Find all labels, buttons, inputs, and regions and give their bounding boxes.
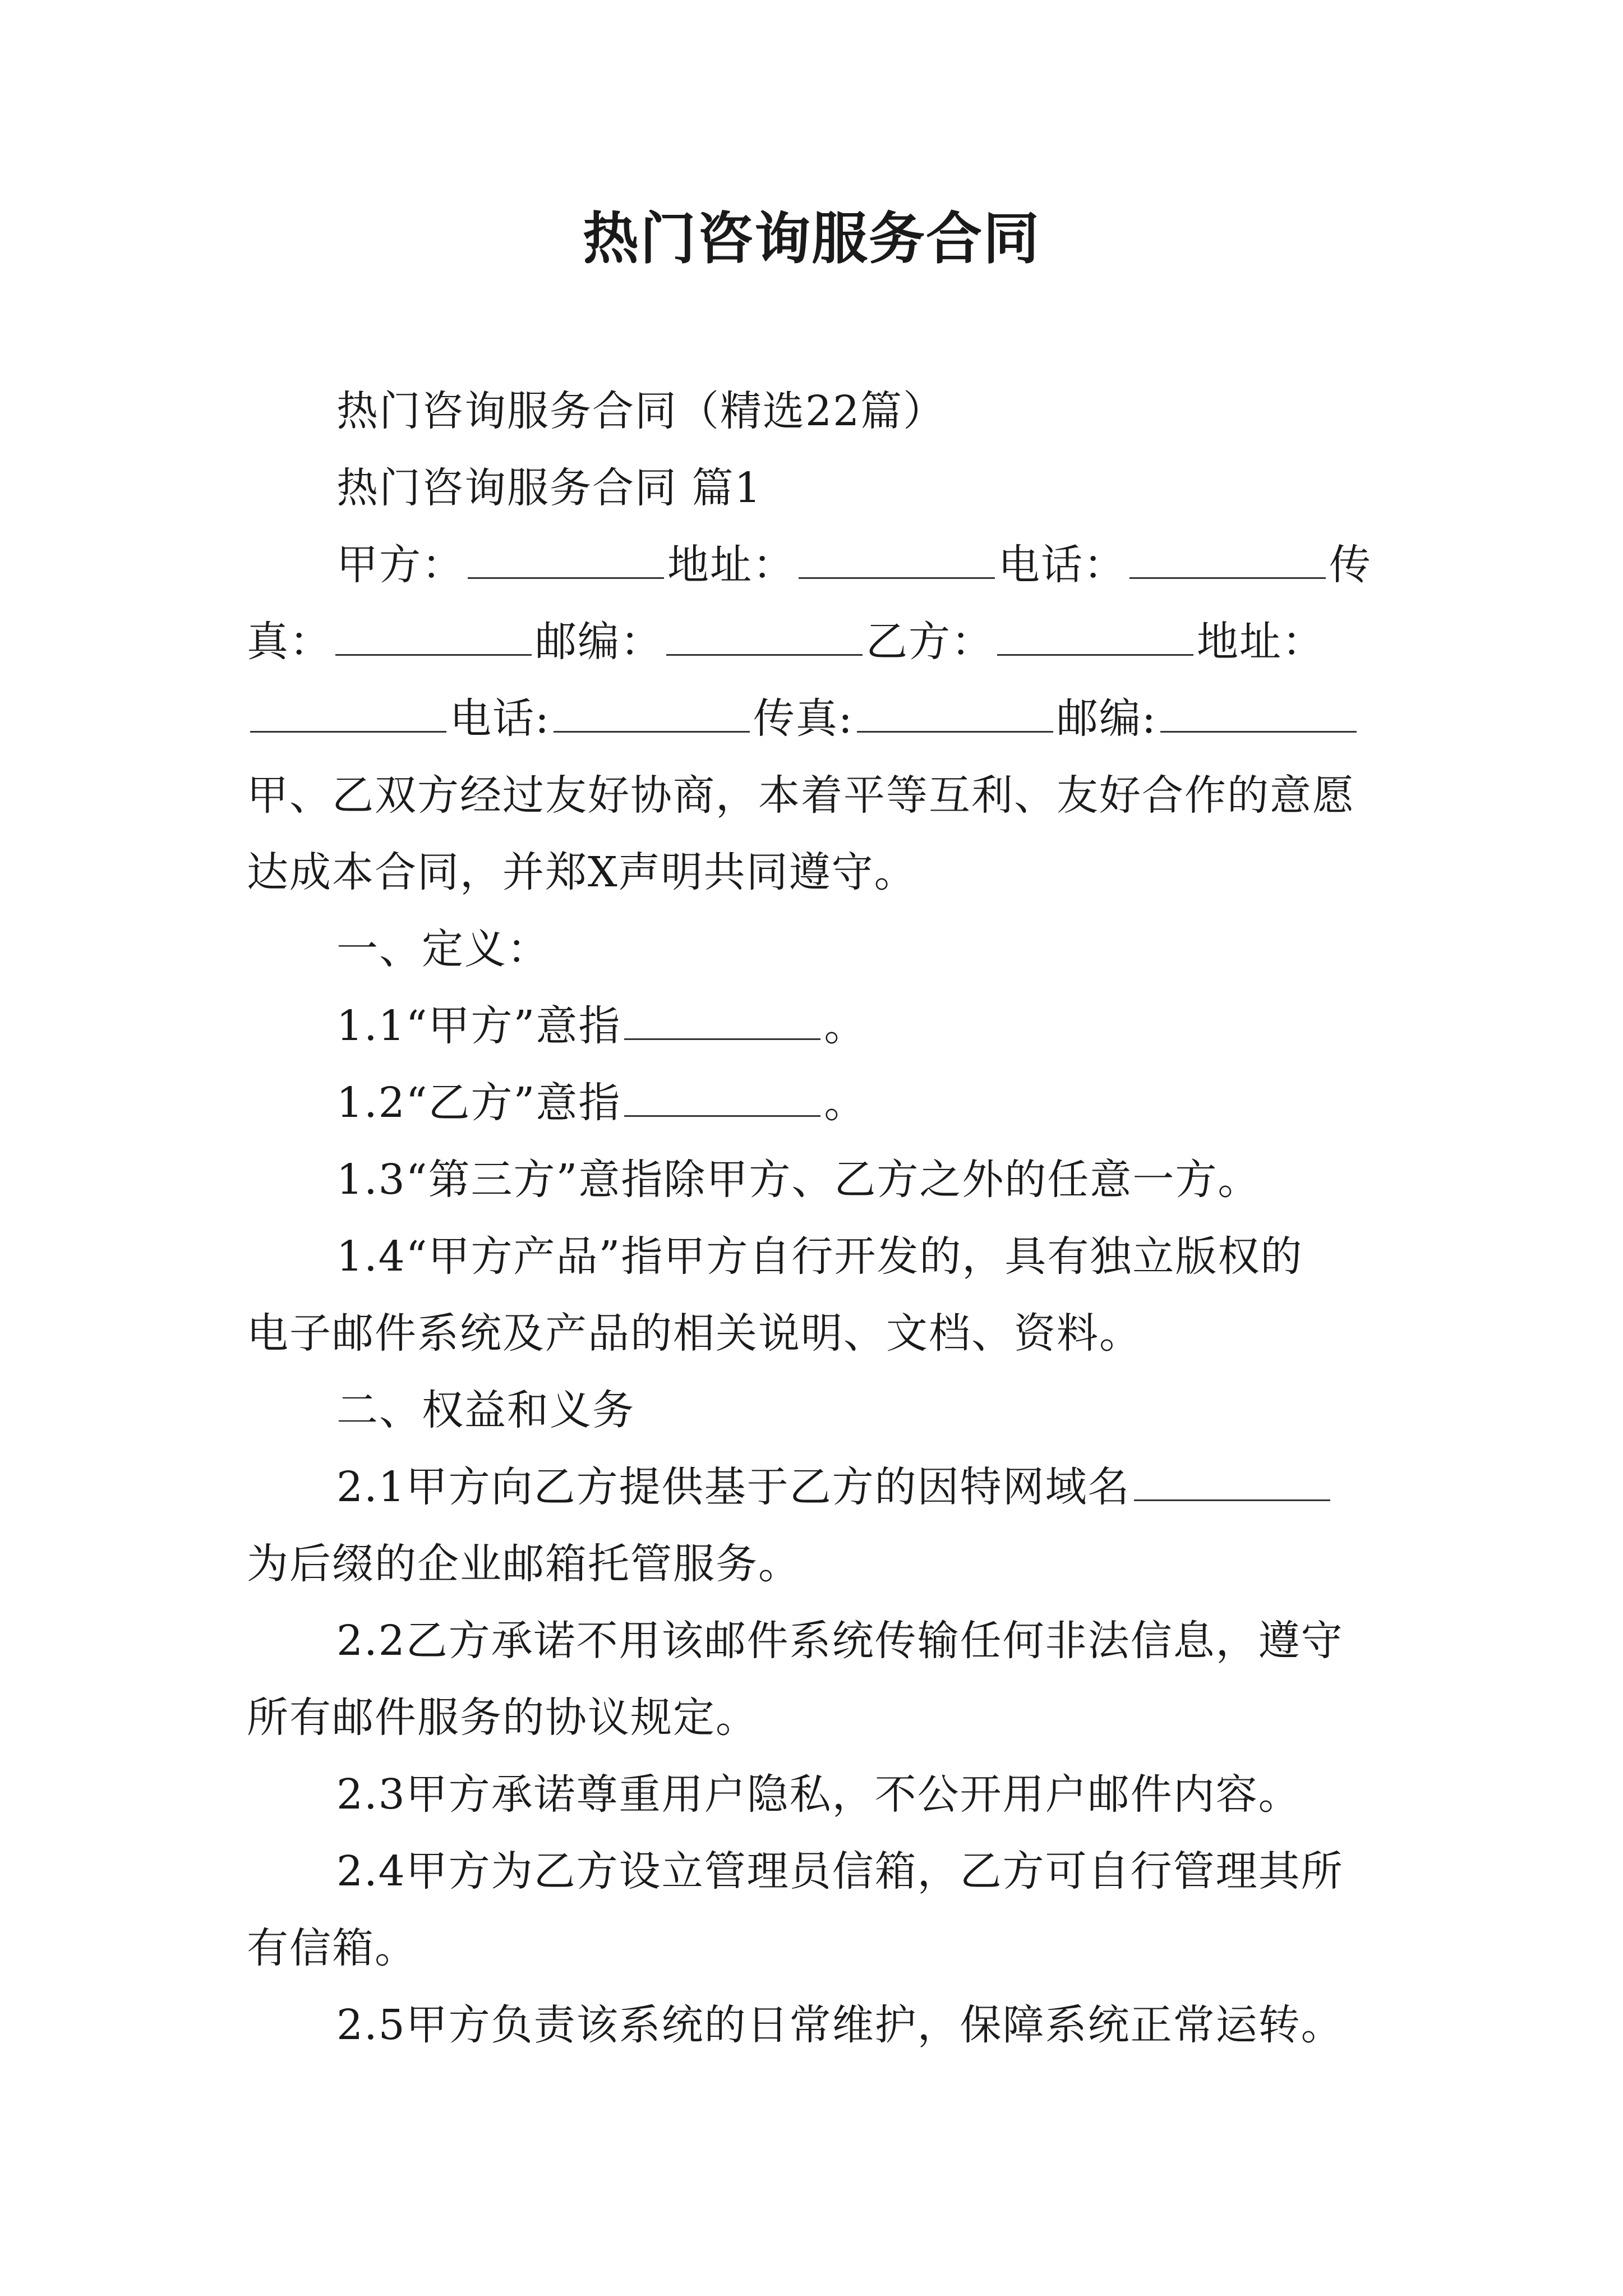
party-a-phone-label: 电话： <box>998 541 1126 589</box>
party-b-fax-blank <box>857 689 1053 733</box>
clause-2-1-line-1 <box>247 1449 1385 1526</box>
party-b-fax-label: 传真: <box>753 694 854 743</box>
intro-paragraph-line-2: 达成本合同，并郑X声明共同遵守。 <box>247 848 917 896</box>
party-b-blank <box>997 613 1193 656</box>
party-a-label: 甲方： <box>336 541 464 589</box>
party-b-label: 乙方： <box>866 618 994 666</box>
definitions-heading: 一、定义： <box>336 925 550 973</box>
definition-1-1-end: 。 <box>824 1002 867 1050</box>
document-body <box>247 373 1385 2064</box>
rights-heading: 二、权益和义务 <box>336 1386 635 1434</box>
party-b-postcode-label: 邮编: <box>1056 694 1157 743</box>
intro-paragraph-line-1: 甲、乙双方经过友好协商，本着平等互利、友好合作的意愿 <box>247 771 1355 820</box>
definition-1-2-blank <box>624 1074 820 1117</box>
definition-1-1-blank <box>624 997 820 1040</box>
clause-2-2-line-1: 2.2乙方承诺不用该邮件系统传输任何非法信息，遵守 <box>336 1617 1344 1665</box>
party-info-line-1 <box>247 527 1385 604</box>
clause-2-1-blank <box>1134 1458 1330 1501</box>
clause-2-5: 2.5甲方负责该系统的日常维护，保障系统正常运转。 <box>336 2001 1344 2049</box>
party-a-address-label: 地址： <box>667 541 795 589</box>
party-b-address-label: 地址： <box>1197 618 1325 666</box>
party-info-line-2 <box>247 604 1385 680</box>
document-subtitle: 热门咨询服务合同（精选22篇） <box>336 387 946 435</box>
party-b-phone-label: 电话: <box>450 694 550 743</box>
party-info-line-3 <box>247 680 1385 757</box>
clause-2-4-line-1: 2.4甲方为乙方设立管理员信箱，乙方可自行管理其所 <box>336 1847 1344 1895</box>
party-a-fax-label-start: 传 <box>1329 541 1372 589</box>
clause-2-1-text: 2.1甲方向乙方提供基于乙方的因特网域名 <box>336 1463 1131 1511</box>
definition-1-1 <box>247 988 1385 1065</box>
party-b-address-blank <box>250 689 446 733</box>
definition-1-2 <box>247 1065 1385 1142</box>
section-heading: 热门咨询服务合同 篇1 <box>336 464 762 512</box>
definition-1-4-line-1: 1.4“甲方产品”指甲方自行开发的，具有独立版权的 <box>336 1232 1303 1281</box>
party-a-fax-label-end: 真： <box>247 618 332 666</box>
party-a-postcode-blank <box>666 613 863 656</box>
party-a-phone-blank <box>1129 536 1326 579</box>
clause-2-4-line-2: 有信箱。 <box>247 1924 417 1972</box>
definition-1-1-text: 1.1“甲方”意指 <box>336 1002 621 1050</box>
clause-2-3: 2.3甲方承诺尊重用户隐私，不公开用户邮件内容。 <box>336 1770 1301 1819</box>
definition-1-2-end: 。 <box>824 1079 867 1127</box>
document-title: 热门咨询服务合同 <box>583 205 1040 272</box>
party-b-postcode-blank <box>1160 689 1357 733</box>
clause-2-2-line-2: 所有邮件服务的协议规定。 <box>247 1694 758 1742</box>
party-a-blank <box>468 536 664 579</box>
party-a-fax-blank <box>335 613 532 656</box>
definition-1-2-text: 1.2“乙方”意指 <box>336 1079 621 1127</box>
definition-1-3: 1.3“第三方”意指除甲方、乙方之外的任意一方。 <box>336 1156 1261 1204</box>
party-a-postcode-label: 邮编： <box>535 618 663 666</box>
definition-1-4-line-2: 电子邮件系统及产品的相关说明、文档、资料。 <box>247 1309 1142 1358</box>
party-b-phone-blank <box>554 689 750 733</box>
clause-2-1-line-2: 为后缀的企业邮箱托管服务。 <box>247 1540 801 1588</box>
party-a-address-blank <box>799 536 995 579</box>
